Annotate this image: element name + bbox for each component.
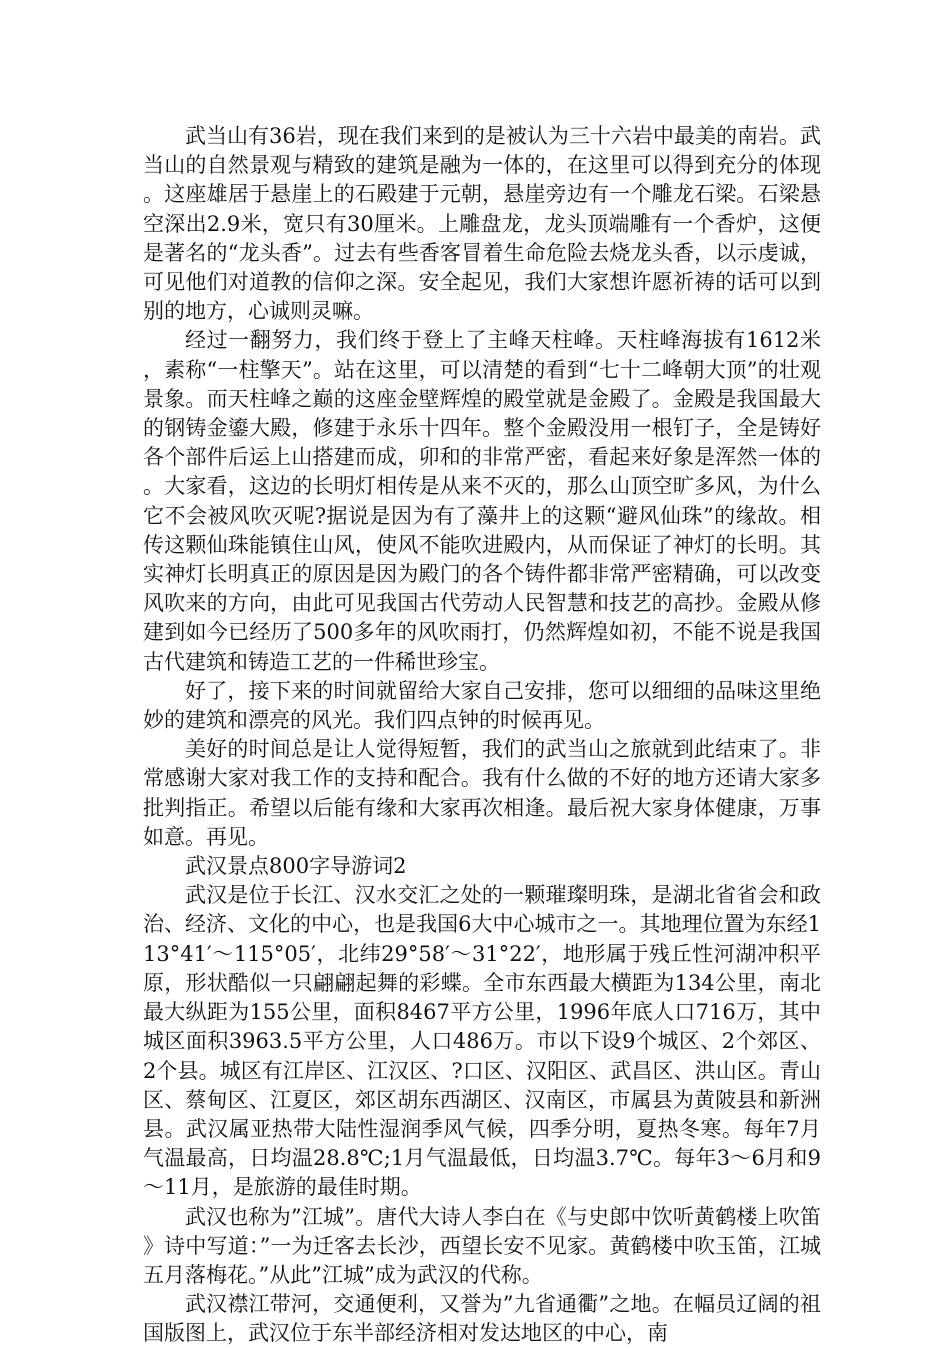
- paragraph-nanyan: 武当山有36岩，现在我们来到的是被认为三十六岩中最美的南岩。武当山的自然景观与精致的建筑是融为一体的，在这里可以得到充分的体现。这座雄居于悬崖上的石殿建于元朝，悬崖旁边有一个雕龙石梁。石梁悬空深出2.9米，宽只有30厘米。上雕盘龙，龙头顶端雕有一个香炉，这便是著名的“龙头香”。过去有些香客冒着生命危险去烧龙头香，以示虔诚，可见他们对道教的信仰之深。安全起见，我们大家想许愿祈祷的话可以到别的地方，心诚则灵嘛。: [143, 124, 821, 324]
- paragraph-transport-hub: 武汉襟江带河，交通便利，又誉为”九省通衢”之地。在幅员辽阔的祖国版图上，武汉位于东半部经济相对发达地区的中心，南: [143, 1292, 821, 1346]
- paragraph-free-time: 好了，接下来的时间就留给大家自己安排，您可以细细的品味这里绝妙的建筑和漂亮的风光。我们四点钟的时候再见。: [143, 678, 821, 733]
- paragraph-farewell: 美好的时间总是让人觉得短暂，我们的武当山之旅就到此结束了。非常感谢大家对我工作的支持和配合。我有什么做的不好的地方还请大家多批判指正。希望以后能有缘和大家再次相逢。最后祝大家身体健康，万事如意。再见。: [143, 737, 821, 849]
- paragraph-river-city: 武汉也称为”江城”。唐代大诗人李白在《与史郎中饮听黄鹤楼上吹笛》诗中写道：”一为迁客去长沙，西望长安不见家。黄鹤楼中吹玉笛，江城五月落梅花。”从此”江城”成为武汉的代称。: [143, 1204, 821, 1287]
- paragraph-golden-hall: 经过一翻努力，我们终于登上了主峰天柱峰。天柱峰海拔有1612米，素称“一柱擎天”。站在这里，可以清楚的看到“七十二峰朝大顶”的壮观景象。而天柱峰之巅的这座金壁辉煌的殿堂就是金殿了。金殿是我国最大的钢铸金鎏大殿，修建于永乐十四年。整个金殿没用一根钉子，全是铸好各个部件后运上山搭建而成，卯和的非常严密，看起来好象是浑然一体的。大家看，这边的长明灯相传是从来不灭的，那么山顶空旷多风，为什么它不会被风吹灭呢?据说是因为有了藻井上的这颗“避风仙珠”的缘故。相传这颗仙珠能镇住山风，使风不能吹进殿内，从而保证了神灯的长明。其实神灯长明真正的原因是因为殿门的各个铸件都非常严密精确，可以改变风吹来的方向，由此可见我国古代劳动人民智慧和技艺的高抄。金殿从修建到如今已经历了500多年的风吹雨打，仍然辉煌如初，不能不说是我国古代建筑和铸造工艺的一件稀世珍宝。: [143, 328, 821, 674]
- paragraph-wuhan-overview: 武汉是位于长江、汉水交汇之处的一颗璀璨明珠，是湖北省省会和政治、经济、文化的中心，也是我国6大中心城市之一。其地理位置为东经113°41′～115°05′，北纬29°58′～31°22′，地形属于残丘性河湖冲积平原，形状酷似一只翩翩起舞的彩蝶。全市东西最大横距为134公里，南北最大纵距为155公里，面积8467平方公里，1996年底人口716万，其中城区面积3963.5平方公里，人口486万。市以下设9个城区、2个郊区、2个县。城区有江岸区、江汉区、?口区、汉阳区、武昌区、洪山区。青山区、蔡甸区、江夏区，郊区胡东西湖区、汉南区，市属县为黄陂县和新洲县。武汉属亚热带大陆性湿润季风气候，四季分明，夏热冬寒。每年7月气温最高，日均温28.8℃;1月气温最低，日均温3.7℃。每年3～6月和9～11月，是旅游的最佳时期。: [143, 883, 821, 1200]
- document-page: [143, 122, 821, 1349]
- section-heading: 武汉景点800字导游词2: [185, 854, 407, 879]
